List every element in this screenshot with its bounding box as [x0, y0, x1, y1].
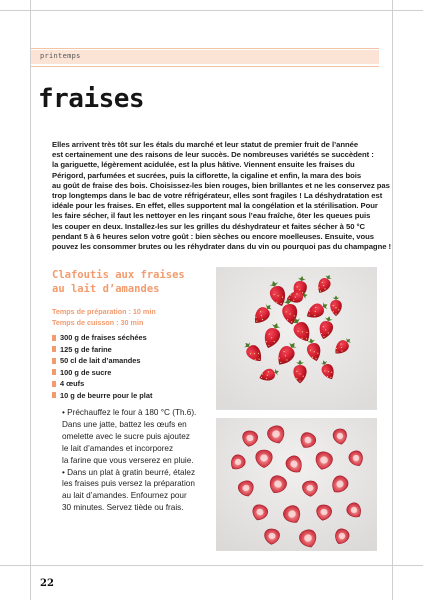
recipe-times [52, 306, 156, 328]
ingredient-item [52, 390, 152, 402]
intro-line: est certainement une des raisons de leur succès. De nombreuses variétés se succèdent : [52, 150, 374, 160]
intro-line: Elles arrivent très tôt sur les étals du marché et leur statut de premier fruit de l’année [52, 140, 359, 149]
ingredient-text: 125 g de farine [60, 344, 112, 354]
ingredient-item [52, 378, 152, 390]
intro-line: trop longtemps dans le bac de votre réfrigérateur, elles sont fragiles ! La déshydratation est [52, 191, 383, 201]
bullet-square-icon [52, 346, 56, 352]
ingredient-item [52, 344, 152, 356]
fresh-strawberries-photo [216, 267, 377, 410]
intro-line: Périgord, parfumées et sucrées, puis la ciflorette, la cigaline et enfin, la mara des bois [52, 170, 362, 180]
step-line: le lait d’amandes et incorporez [62, 443, 174, 453]
crop-guide-right [392, 0, 393, 600]
header-band-line-top [31, 48, 379, 49]
step-line: les fraises puis versez la préparation [62, 479, 195, 489]
ingredient-list [52, 332, 152, 401]
intro-line: pouvez les consommer brutes ou les réhydrater dans du vin ou pourquoi pas du champagne ! [52, 242, 392, 252]
dried-strawberries-photo [216, 418, 377, 551]
crop-guide-left [30, 0, 31, 600]
bullet-square-icon [52, 392, 56, 398]
intro-line: idéale pour les fraises. En effet, elles supportent mal la congélation et la stérilisation. Pour [52, 201, 378, 211]
page-number: 22 [40, 578, 54, 589]
intro-line: les couper en deux. Installez-les sur les grilles du déshydrateur et faites sécher à 50 °C [52, 221, 366, 231]
recipe-title-line: au lait d’amandes [52, 283, 160, 295]
cook-time: Temps de cuisson : 30 min [52, 318, 144, 327]
recipe-steps [62, 407, 196, 514]
page-title: fraises [38, 84, 145, 114]
prep-time: Temps de préparation : 10 min [52, 307, 156, 316]
bullet-square-icon [52, 369, 56, 375]
ingredient-item [52, 367, 152, 379]
intro-line: pendant 5 à 6 heures selon votre goût : bien sèches ou encore moelleuses. Ensuite, vous [52, 231, 375, 241]
ingredient-item [52, 355, 152, 367]
step-line: la farine que vous verserez en pluie. [62, 455, 194, 465]
crop-guide-bottom [0, 565, 423, 566]
intro-paragraph [52, 140, 392, 252]
step-line: 30 minutes. Servez tiède ou frais. [62, 503, 184, 513]
header-band [31, 50, 379, 64]
recipe-title-line: Clafoutis aux fraises [52, 269, 185, 281]
ingredient-text: 4 œufs [60, 379, 85, 388]
bullet-square-icon [52, 358, 56, 364]
bullet-square-icon [52, 381, 56, 387]
bullet-square-icon [52, 335, 56, 341]
step-line: omelette avec le sucre puis ajoutez [62, 431, 190, 441]
intro-line: la gariguette, légèrement acidulée, est la plus hâtive. Viennent ensuite les fraises du [52, 160, 355, 170]
recipe-title [52, 268, 185, 296]
step-line: • Préchauffez le four à 180 °C (Th.6). [62, 408, 197, 417]
section-label: printemps [40, 52, 81, 60]
ingredient-item [52, 332, 152, 344]
step-line: au lait d’amandes. Enfournez pour [62, 491, 187, 501]
step-line: • Dans un plat à gratin beurré, étalez [62, 467, 196, 477]
header-band-line-bottom [31, 66, 379, 67]
ingredient-text: 100 g de sucre [60, 367, 112, 377]
fresh-strawberries-image [216, 267, 377, 410]
ingredient-text: 10 g de beurre pour le plat [60, 390, 153, 400]
step-line: Dans une jatte, battez les œufs en [62, 419, 187, 429]
intro-line: au goût de fraise des bois. Choisissez-les bien rouges, bien brillantes et ne les conservez pas [52, 180, 390, 190]
crop-guide-top [0, 10, 423, 11]
dried-strawberries-image [216, 418, 377, 551]
intro-line: les faire sécher, il faut les nettoyer en les rinçant sous l’eau fraîche, ôter les queues puis [52, 211, 371, 221]
ingredient-text: 50 cl de lait d’amandes [60, 356, 141, 365]
ingredient-text: 300 g de fraises séchées [60, 333, 147, 342]
